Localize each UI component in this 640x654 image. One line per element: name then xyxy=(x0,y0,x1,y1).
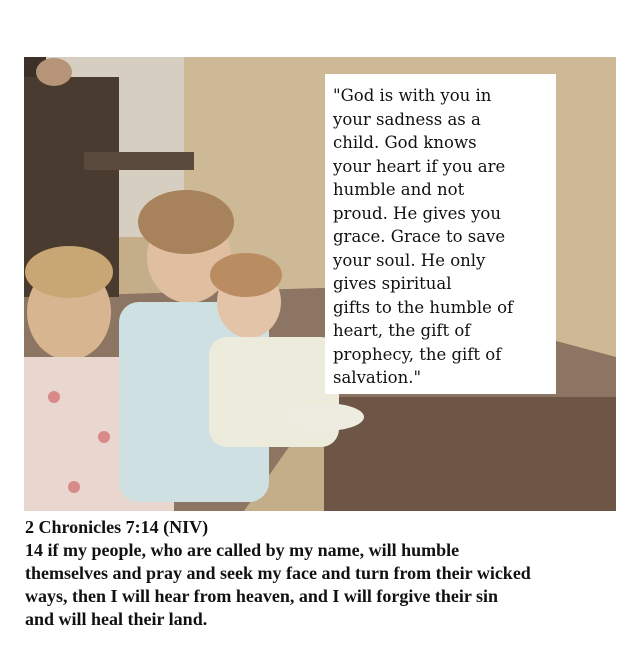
quote-text: "God is with you in your sadness as a child. God knows your heart if you are humble and not proud. He gives you grace. Grace to save your soul. He only gives spiritual gifts to the humble of heart, the gift of prophecy, the gift of salvation." xyxy=(333,86,514,387)
bible-verse xyxy=(25,515,629,631)
quote-box xyxy=(325,74,556,394)
verse-body: 14 if my people, who are called by my name, will humble themselves and pray and seek my face and turn from their wicked ways, then I will hear from heaven, and I will forgive their sin and will heal their land. xyxy=(25,540,531,629)
verse-reference: 2 Chronicles 7:14 (NIV) xyxy=(25,517,209,537)
